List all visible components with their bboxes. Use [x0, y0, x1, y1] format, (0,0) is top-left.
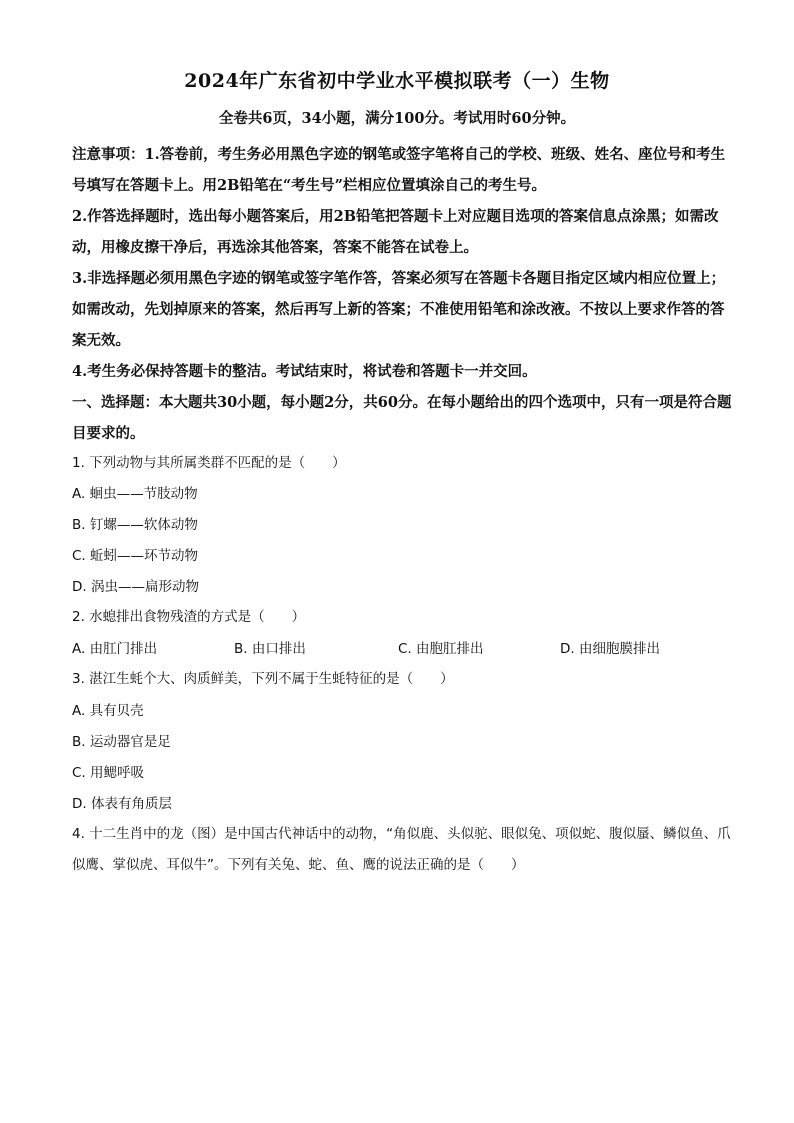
instruction-1: 注意事项：1.答卷前，考生务必用黑色字迹的钢笔或签字笔将自己的学校、班级、姓名、座位号和考生号填写在答题卡上。用2B铅笔在“考生号”栏相应位置填涂自己的考生号。: [72, 146, 726, 194]
question-2-option-d: D. 由细胞膜排出: [560, 641, 660, 657]
instruction-4: 4.考生务必保持答题卡的整洁。考试结束时，将试卷和答题卡一并交回。: [72, 363, 537, 380]
question-1-stem: 1. 下列动物与其所属类群不匹配的是（ ）: [72, 455, 346, 471]
question-2-stem: 2. 水螅排出食物残渣的方式是（ ）: [72, 609, 306, 625]
instruction-3: 3.非选择题必须用黑色字迹的钢笔或签字笔作答，答案必须写在答题卡各题目指定区域内相应位置上；如需改动，先划掉原来的答案，然后再写上新的答案；不准使用铅笔和涂改液。不按以上要求作答的答案无效。: [72, 270, 726, 349]
question-3-option-b: B. 运动器官是足: [72, 734, 171, 750]
question-4-stem: 4. 十二生肖中的龙（图）是中国古代神话中的动物，“角似鹿、头似驼、眼似兔、项似蛇、腹似蜃、鳞似鱼、爪似鹰、掌似虎、耳似牛”。下列有关兔、蛇、鱼、鹰的说法正确的是（ ）: [72, 826, 731, 873]
instruction-2: 2.作答选择题时，选出每小题答案后，用2B铅笔把答题卡上对应题目选项的答案信息点涂黑；如需改动，用橡皮擦干净后，再选涂其他答案，答案不能答在试卷上。: [72, 208, 719, 256]
section-heading: 一、选择题：本大题共30小题，每小题2分，共60分。在每小题给出的四个选项中，只有一项是符合题目要求的。: [72, 394, 732, 442]
question-1-option-b: B. 钉螺——软体动物: [72, 517, 198, 533]
exam-subtitle: 全卷共6页，34小题，满分100分。考试用时60分钟。: [218, 110, 576, 127]
exam-title: 2024年广东省初中学业水平模拟联考（一）生物: [184, 70, 610, 92]
question-3-option-d: D. 体表有角质层: [72, 796, 172, 812]
question-3-stem: 3. 湛江生蚝个大、肉质鲜美，下列不属于生蚝特征的是（ ）: [72, 671, 454, 687]
question-3-option-c: C. 用鳃呼吸: [72, 765, 145, 781]
question-1-option-d: D. 涡虫——扁形动物: [72, 579, 199, 595]
question-1-option-a: A. 蛔虫——节肢动物: [72, 486, 198, 502]
question-2-option-c: C. 由胞肛排出: [398, 641, 484, 657]
question-1-option-c: C. 蚯蚓——环节动物: [72, 548, 199, 564]
question-3-option-a: A. 具有贝壳: [72, 703, 144, 719]
question-2-option-b: B. 由口排出: [234, 641, 306, 657]
instructions-block: [72, 139, 732, 449]
question-2-option-a: A. 由肛门排出: [72, 641, 158, 657]
